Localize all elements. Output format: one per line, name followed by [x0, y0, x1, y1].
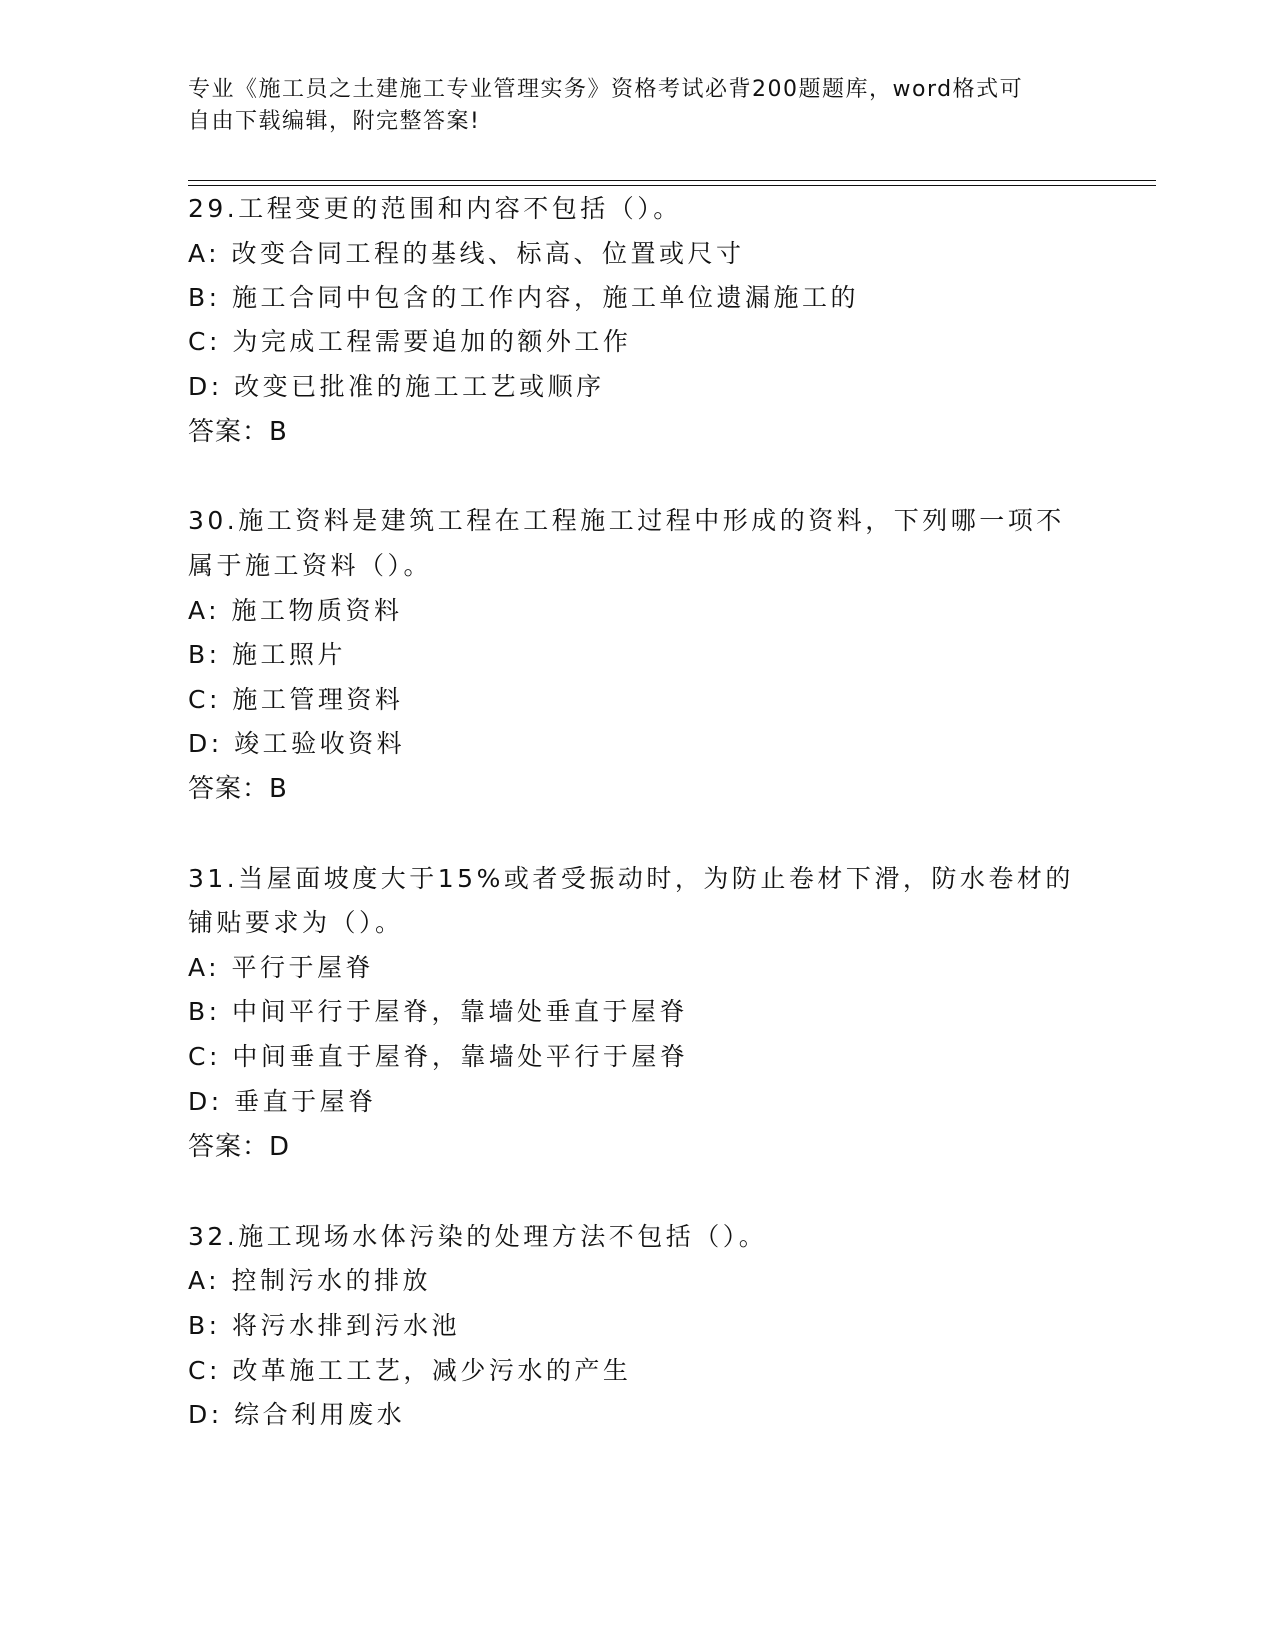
question-29-stem: 29.工程变更的范围和内容不包括（）。	[188, 194, 682, 223]
header-line-2: 自由下载编辑，附完整答案!	[188, 109, 481, 134]
question-31-option-b: B: 中间平行于屋脊，靠墙处垂直于屋脊	[188, 997, 689, 1026]
document-header	[188, 74, 1088, 138]
question-30-option-b: B: 施工照片	[188, 640, 347, 669]
question-29-answer: 答案：B	[188, 417, 288, 447]
question-29-option-a: A: 改变合同工程的基线、标高、位置或尺寸	[188, 239, 745, 268]
question-32-option-c: C: 改革施工工艺，减少污水的产生	[188, 1356, 632, 1385]
question-30-stem-line-2: 属于施工资料（）。	[188, 551, 433, 580]
question-31-stem-line-2: 铺贴要求为（）。	[188, 908, 404, 937]
question-30-option-a: A: 施工物质资料	[188, 596, 403, 625]
header-line-1: 专业《施工员之土建施工专业管理实务》资格考试必背200题题库，word格式可	[188, 77, 1024, 102]
question-31-answer: 答案：D	[188, 1132, 291, 1162]
question-30-option-d: D: 竣工验收资料	[188, 729, 406, 758]
question-31-option-d: D: 垂直于屋脊	[188, 1087, 377, 1116]
question-30-stem-line-1: 30.施工资料是建筑工程在工程施工过程中形成的资料，下列哪一项不	[188, 506, 1065, 535]
question-32-option-d: D: 综合利用废水	[188, 1400, 406, 1429]
question-30-option-c: C: 施工管理资料	[188, 685, 404, 714]
header-divider-top	[188, 180, 1156, 181]
question-31-option-c: C: 中间垂直于屋脊，靠墙处平行于屋脊	[188, 1042, 689, 1071]
question-31-stem-line-1: 31.当屋面坡度大于15%或者受振动时，为防止卷材下滑，防水卷材的	[188, 864, 1074, 893]
question-29-option-c: C: 为完成工程需要追加的额外工作	[188, 327, 632, 356]
question-32-option-a: A: 控制污水的排放	[188, 1266, 432, 1295]
question-30-answer: 答案：B	[188, 774, 288, 804]
question-32-option-b: B: 将污水排到污水池	[188, 1311, 461, 1340]
header-divider-bottom	[188, 185, 1156, 186]
question-29-option-b: B: 施工合同中包含的工作内容，施工单位遗漏施工的	[188, 283, 860, 312]
question-31-option-a: A: 平行于屋脊	[188, 953, 375, 982]
question-32-stem: 32.施工现场水体污染的处理方法不包括（）。	[188, 1222, 768, 1251]
question-29-option-d: D: 改变已批准的施工工艺或顺序	[188, 372, 605, 401]
